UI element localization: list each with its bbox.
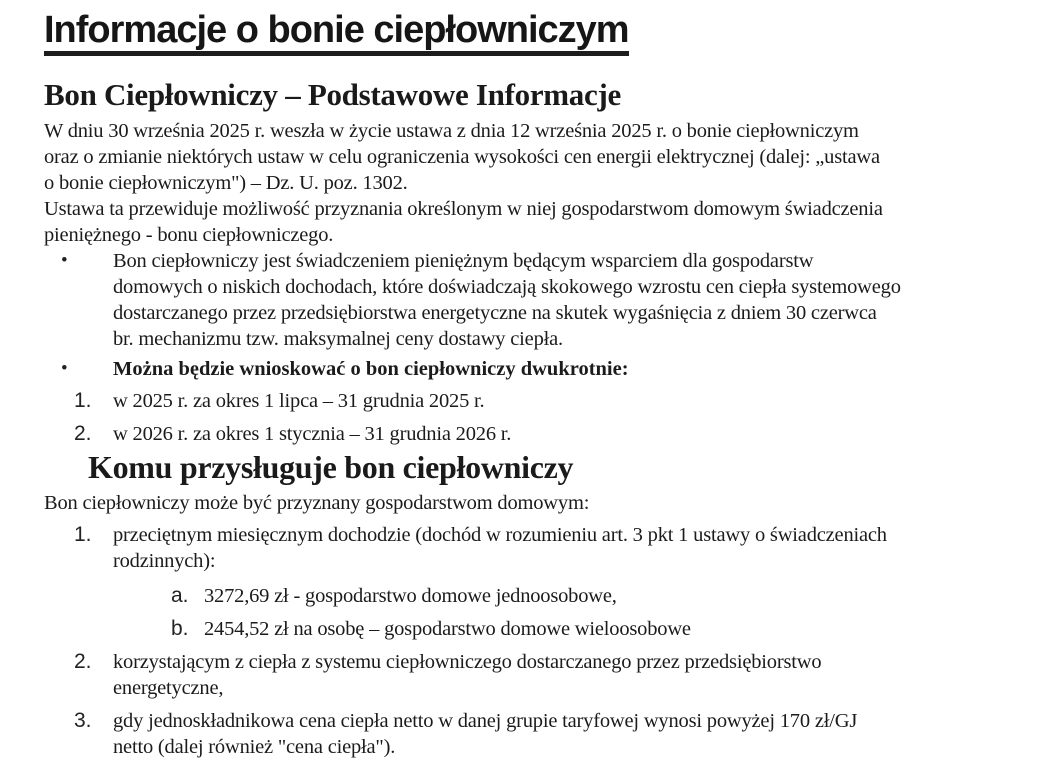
application-periods-list bbox=[44, 388, 1025, 447]
text-line: gdy jednoskładnikowa cena ciepła netto w danej grupie taryfowej wynosi powyżej 170 zł/GJ bbox=[113, 710, 858, 732]
text-line: br. mechanizmu tzw. maksymalnej ceny dostawy ciepła. bbox=[113, 328, 563, 350]
text-line: Można będzie wnioskować o bon ciepłowniczy dwukrotnie: bbox=[113, 358, 629, 380]
number-marker: 2. bbox=[74, 422, 92, 445]
text-line: o bonie ciepłowniczym") – Dz. U. poz. 1302. bbox=[44, 172, 408, 194]
number-marker: 1. bbox=[74, 523, 92, 546]
text-line: energetyczne, bbox=[113, 677, 224, 699]
paragraph-law-provision bbox=[44, 196, 1025, 248]
text-line: korzystającym z ciepła z systemu ciepłowniczego dostarczanego przez przedsiębiorstwo bbox=[113, 651, 822, 673]
list-item-single-household bbox=[44, 583, 1025, 609]
text-line: w 2026 r. za okres 1 stycznia – 31 grudnia 2026 r. bbox=[113, 423, 512, 445]
income-thresholds-list bbox=[44, 583, 1025, 642]
text-line: pieniężnego - bonu ciepłowniczego. bbox=[44, 224, 334, 246]
eligibility-criteria-list bbox=[44, 522, 1025, 760]
list-item-period-2026 bbox=[44, 421, 1025, 447]
number-marker: 1. bbox=[74, 389, 92, 412]
bullet-marker: • bbox=[61, 250, 68, 271]
list-item-period-2025 bbox=[44, 388, 1025, 414]
list-item-price-criterion bbox=[44, 708, 1025, 760]
page-title: Informacje o bonie ciepłowniczym bbox=[44, 10, 629, 56]
list-item-apply-twice bbox=[44, 356, 1025, 382]
list-item-income-criterion bbox=[44, 522, 1025, 574]
text-line: W dniu 30 września 2025 r. weszła w życie ustawa z dnia 12 września 2025 r. o bonie ciepłowniczym bbox=[44, 120, 859, 142]
list-item-heating-system-criterion bbox=[44, 649, 1025, 701]
number-marker: 3. bbox=[74, 709, 92, 732]
text-line: przeciętnym miesięcznym dochodzie (dochód w rozumieniu art. 3 pkt 1 ustawy o świadczeniach bbox=[113, 524, 887, 546]
text-line: 2454,52 zł na osobę – gospodarstwo domowe wieloosobowe bbox=[204, 618, 691, 640]
text-line: w 2025 r. za okres 1 lipca – 31 grudnia 2025 r. bbox=[113, 390, 485, 412]
number-marker: 2. bbox=[74, 650, 92, 673]
letter-marker: a. bbox=[171, 584, 189, 607]
text-line: netto (dalej również "cena ciepła"). bbox=[113, 736, 396, 758]
list-item-bon-description bbox=[44, 248, 1025, 352]
bullet-list bbox=[44, 248, 1025, 382]
bullet-marker: • bbox=[61, 358, 68, 379]
text-line: Bon ciepłowniczy jest świadczeniem pieniężnym będącym wsparciem dla gospodarstw bbox=[113, 250, 814, 272]
text-line: domowych o niskich dochodach, które doświadczają skokowego wzrostu cen ciepła systemowego bbox=[113, 276, 901, 298]
paragraph-eligibility-intro bbox=[44, 490, 1025, 516]
text-line: Bon ciepłowniczy może być przyznany gospodarstwom domowym: bbox=[44, 492, 590, 514]
text-line: oraz o zmianie niektórych ustaw w celu ograniczenia wysokości cen energii elektrycznej (dalej: „ustawa bbox=[44, 146, 880, 168]
text-line: Ustawa ta przewiduje możliwość przyznania określonym w niej gospodarstwom domowym świadczenia bbox=[44, 198, 883, 220]
letter-marker: b. bbox=[171, 617, 189, 640]
list-item-multi-household bbox=[44, 616, 1025, 642]
text-line: 3272,69 zł - gospodarstwo domowe jednoosobowe, bbox=[204, 585, 617, 607]
paragraph-law-intro bbox=[44, 118, 1025, 196]
section-heading-basic-info: Bon Ciepłowniczy – Podstawowe Informacje bbox=[44, 77, 621, 112]
text-line: rodzinnych): bbox=[113, 550, 216, 572]
text-line: dostarczanego przez przedsiębiorstwa energetyczne na skutek wygaśnięcia z dniem 30 czerwca bbox=[113, 302, 877, 324]
section-heading-eligibility: Komu przysługuje bon ciepłowniczy bbox=[88, 449, 574, 485]
